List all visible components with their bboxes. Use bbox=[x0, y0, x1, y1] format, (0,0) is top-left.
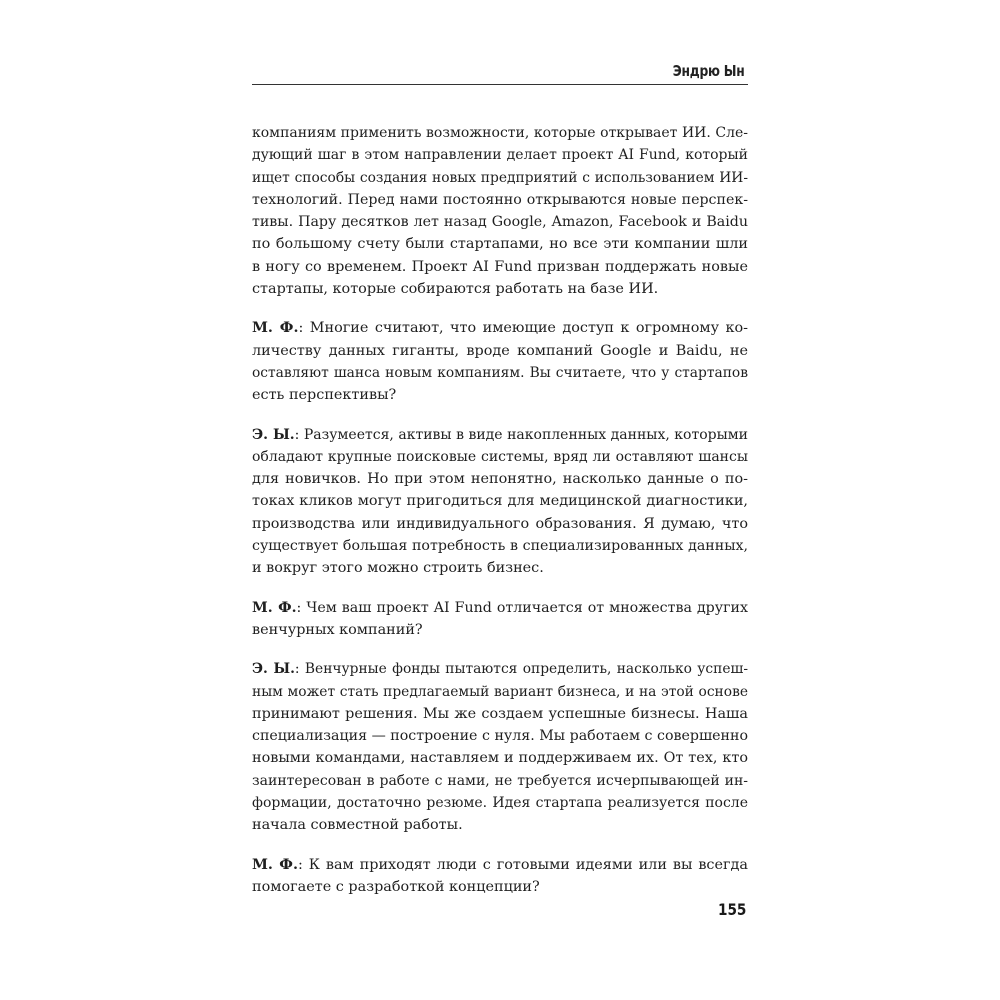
text-line bbox=[252, 278, 748, 300]
text-line bbox=[252, 557, 748, 579]
speaker-label: М. Ф. bbox=[252, 319, 299, 337]
text-line bbox=[252, 703, 748, 725]
dialogue-paragraph bbox=[252, 658, 748, 836]
speaker-label: Э. Ы. bbox=[252, 426, 295, 443]
line-text: специализация — построение с нуля. Мы работаем с совершенно bbox=[252, 728, 748, 745]
line-text: : Разумеется, активы в виде накопленных данных, которыми bbox=[294, 426, 748, 443]
text-line bbox=[252, 681, 748, 703]
text-line bbox=[252, 446, 748, 468]
line-text: начала совместной работы. bbox=[252, 817, 463, 834]
text-line bbox=[252, 384, 748, 406]
line-text: заинтересован в работе с нами, не требуется исчерпывающей ин- bbox=[252, 772, 748, 789]
text-line bbox=[252, 189, 748, 211]
text-line bbox=[252, 490, 748, 512]
line-text: тивы. Пару десятков лет назад Google, Amazon, Facebook и Baidu bbox=[252, 214, 748, 231]
text-line bbox=[252, 233, 748, 255]
dialogue-paragraph bbox=[252, 317, 748, 406]
line-text: обладают крупные поисковые системы, вряд ли оставляют шансы bbox=[252, 448, 748, 465]
text-line bbox=[252, 535, 748, 557]
line-text: венчурных компаний? bbox=[252, 621, 423, 638]
text-line bbox=[252, 597, 748, 619]
text-line bbox=[252, 770, 748, 792]
line-text: помогаете с разработкой концепции? bbox=[252, 878, 540, 895]
body-text bbox=[252, 122, 748, 915]
text-line bbox=[252, 513, 748, 535]
text-line bbox=[252, 317, 748, 339]
line-text: : К вам приходят люди с готовыми идеями или вы всегда bbox=[297, 856, 748, 873]
line-text: принимают решения. Мы же создаем успешные бизнесы. Наша bbox=[252, 705, 748, 722]
line-text: : Многие считают, что имеющие доступ к огромному ко- bbox=[298, 320, 748, 337]
running-head: Эндрю Ын bbox=[673, 62, 745, 80]
line-text: формации, достаточно резюме. Идея стартапа реализуется после bbox=[252, 795, 748, 812]
line-text: : Чем ваш проект AI Fund отличается от множества других bbox=[296, 599, 749, 616]
text-line bbox=[252, 362, 748, 384]
text-line bbox=[252, 619, 748, 641]
line-text: компаниям применить возможности, которые открывает ИИ. Сле- bbox=[252, 125, 748, 141]
line-text: : Венчурные фонды пытаются определить, насколько успеш- bbox=[294, 661, 749, 678]
line-text: новыми командами, наставляем и поддерживаем их. От тех, кто bbox=[252, 750, 748, 767]
text-line bbox=[252, 854, 748, 876]
line-text: личеству данных гиганты, вроде компаний Google и Baidu, не bbox=[252, 342, 748, 359]
line-text: токах кликов могут пригодиться для медицинской диагностики, bbox=[252, 493, 748, 510]
line-text: по большому счету были стартапами, но все эти компании шли bbox=[252, 236, 748, 253]
text-line bbox=[252, 747, 748, 769]
text-line bbox=[252, 658, 748, 680]
text-line bbox=[252, 876, 748, 898]
dialogue-paragraph bbox=[252, 424, 748, 580]
line-text: в ногу со временем. Проект AI Fund призван поддержать новые bbox=[252, 258, 748, 275]
text-paragraph bbox=[252, 122, 748, 300]
text-line bbox=[252, 814, 748, 836]
line-text: производства или индивидуального образования. Я думаю, что bbox=[252, 515, 748, 532]
line-text: дующий шаг в этом направлении делает проект AI Fund, который bbox=[252, 147, 748, 164]
text-line bbox=[252, 340, 748, 362]
line-text: технологий. Перед нами постоянно открываются новые перспек- bbox=[252, 191, 748, 208]
text-line bbox=[252, 167, 748, 189]
line-text: существует большая потребность в специализированных данных, bbox=[252, 538, 748, 555]
text-line bbox=[252, 424, 748, 446]
page-number: 155 bbox=[717, 900, 746, 919]
line-text: оставляют шанса новым компаниям. Вы считаете, что у стартапов bbox=[252, 364, 748, 381]
text-line bbox=[252, 144, 748, 166]
header-rule bbox=[252, 84, 748, 85]
line-text: для новичков. Но при этом непонятно, насколько данные о по- bbox=[252, 471, 748, 488]
speaker-label: Э. Ы. bbox=[252, 661, 295, 678]
text-line bbox=[252, 725, 748, 747]
line-text: и вокруг этого можно строить бизнес. bbox=[252, 560, 544, 577]
line-text: есть перспективы? bbox=[252, 387, 397, 404]
speaker-label: М. Ф. bbox=[252, 599, 297, 616]
line-text: ным может стать предлагаемый вариант бизнеса, и на этой основе bbox=[252, 683, 748, 700]
text-line bbox=[252, 468, 748, 490]
dialogue-paragraph bbox=[252, 597, 748, 642]
dialogue-paragraph bbox=[252, 854, 748, 899]
line-text: стартапы, которые собираются работать на базе ИИ. bbox=[252, 281, 659, 298]
text-line bbox=[252, 122, 748, 144]
speaker-label: М. Ф. bbox=[252, 855, 298, 873]
text-line bbox=[252, 256, 748, 278]
text-line bbox=[252, 792, 748, 814]
line-text: ищет способы создания новых предприятий с использованием ИИ- bbox=[252, 169, 748, 186]
text-line bbox=[252, 211, 748, 233]
